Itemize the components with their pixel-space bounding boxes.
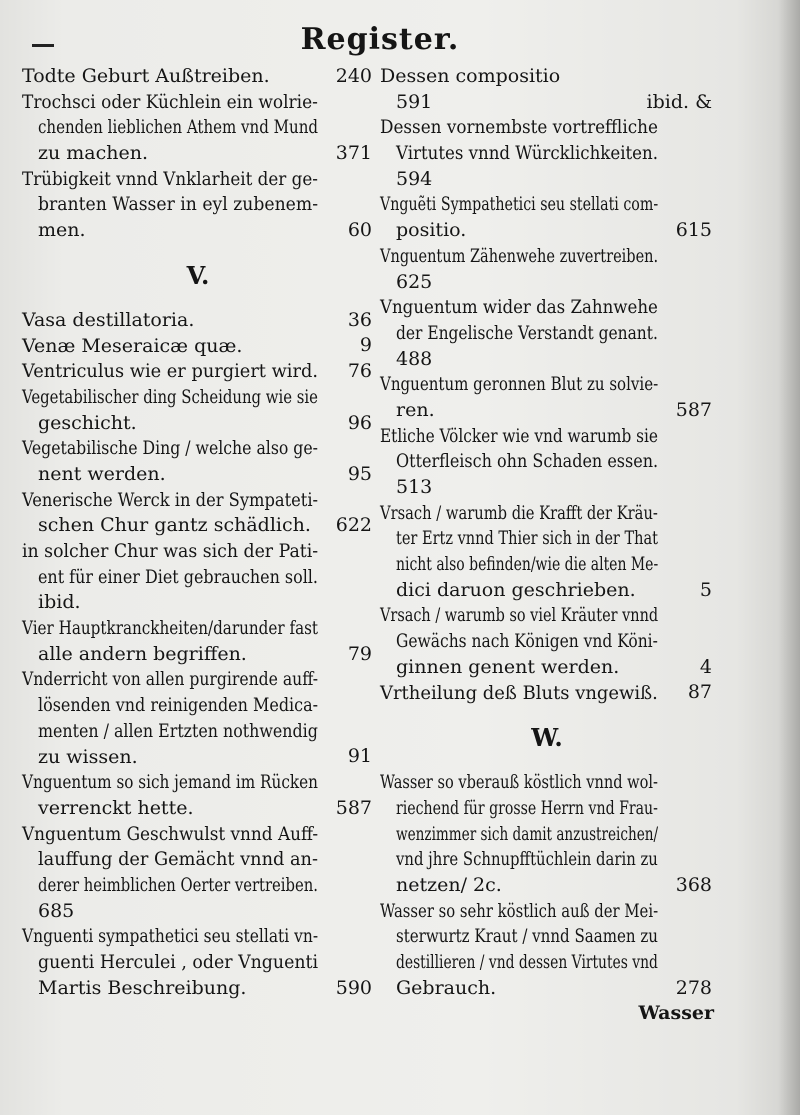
- index-entry-line: [22, 565, 374, 591]
- index-entry-text: Vnguentum wider das Zahnwehe: [380, 296, 658, 319]
- index-entry-text: branten Wasser in eyl zubenem-: [38, 193, 319, 216]
- index-entry-line: [380, 681, 714, 707]
- index-entry-text: wenzimmer sich damit anzustreichen/: [396, 822, 659, 845]
- index-entry-text: schen Chur gantz schädlich.: [38, 514, 311, 537]
- index-entry-line: [380, 295, 714, 321]
- index-entry-line: [380, 192, 714, 218]
- index-entry-line: [380, 372, 714, 398]
- index-entry: [22, 64, 374, 90]
- index-entry: [22, 616, 374, 667]
- index-entry-line: [22, 642, 374, 668]
- index-entry-text: lauffung der Gemächt vnnd an-: [38, 848, 318, 871]
- index-entry-line: [22, 693, 374, 719]
- index-entry-line: [380, 578, 714, 604]
- page-reference: 96: [347, 411, 372, 434]
- page-reference: 91: [347, 745, 372, 768]
- index-entry-text: dici daruon geschrieben.: [396, 578, 636, 601]
- index-entry-text: ginnen genent werden.: [396, 655, 620, 678]
- index-entry-text: ibid.: [38, 591, 81, 614]
- index-entry-line: [22, 745, 374, 771]
- index-entry-line: [380, 950, 714, 976]
- index-entry-line: [380, 603, 714, 629]
- index-entry-line: [22, 976, 374, 1002]
- page-title: Register.: [300, 22, 460, 57]
- page-reference: 615: [675, 219, 712, 242]
- index-entry-text: Vnguẽti Sympathetici seu stellati com-: [380, 193, 659, 216]
- index-entry-line: [380, 398, 714, 424]
- index-entry-line: [380, 822, 714, 848]
- index-entry-line: [380, 847, 714, 873]
- index-entry-text: Vnguentum so sich jemand im Rücken: [22, 771, 318, 794]
- index-entry-text: 685: [38, 899, 75, 922]
- index-entry-line: [22, 924, 374, 950]
- index-entry-line: [22, 218, 374, 244]
- index-entry-line: [380, 321, 714, 347]
- index-entry-line: [22, 770, 374, 796]
- index-entry-text: Vrsach / warumb so viel Kräuter vnnd: [380, 604, 659, 627]
- index-entry-text: 594: [396, 167, 433, 190]
- index-entry-line: [22, 488, 374, 514]
- index-entry-text: Venæ Meseraicæ quæ.: [22, 334, 243, 357]
- index-entry-text: nicht also befinden/wie die alten Me-: [396, 553, 659, 576]
- index-entry-text: vnd jhre Schnupfftüchlein darin zu: [396, 848, 658, 871]
- index-entry-text: Etliche Völcker wie vnd warumb sie: [380, 424, 658, 447]
- page-reference: 4: [699, 655, 712, 678]
- index-entry-line: [380, 924, 714, 950]
- index-entry-line: [22, 590, 374, 616]
- page-reference: 87: [687, 681, 712, 704]
- index-entry-line: [22, 115, 374, 141]
- index-entry-text: Trübigkeit vnnd Vnklarheit der ge-: [22, 167, 318, 190]
- index-entry-text: verrenckt hette.: [38, 796, 194, 819]
- index-entry-text: Wasser so sehr köstlich auß der Mei-: [380, 899, 659, 922]
- index-entry-text: Otterfleisch ohn Schaden essen.: [396, 450, 659, 473]
- index-entry-text: ren.: [396, 398, 435, 421]
- index-entry-line: [22, 359, 374, 385]
- index-entry-text: nent werden.: [38, 462, 166, 485]
- index-entry-text: geschicht.: [38, 411, 137, 434]
- index-entry: [22, 770, 374, 821]
- index-entry-text: Vnguentum Geschwulst vnnd Auff-: [22, 822, 319, 845]
- index-entry: [380, 681, 714, 707]
- index-entry-text: Vrtheilung deß Bluts vngewiß.: [380, 681, 658, 704]
- index-entry: [380, 424, 714, 501]
- index-entry-text: Dessen compositio: [380, 65, 561, 87]
- index-entry: [22, 822, 374, 925]
- index-entry-text: Wasser so vberauß köstlich vnnd wol-: [380, 771, 658, 794]
- index-entry-line: [22, 539, 374, 565]
- page-reference: 590: [335, 976, 372, 999]
- index-entry-line: [380, 873, 714, 899]
- index-entry: [22, 90, 374, 167]
- index-entry-line: [380, 64, 714, 90]
- index-entry-line: [22, 822, 374, 848]
- index-entry-text: 513: [396, 476, 433, 498]
- index-entry-text: derer heimblichen Oerter vertreiben.: [38, 873, 318, 896]
- index-entry-text: men.: [38, 219, 86, 242]
- index-entry-line: [22, 385, 374, 411]
- index-entry-line: [380, 655, 714, 681]
- page-header: [0, 20, 800, 64]
- index-entry-line: [380, 770, 714, 796]
- index-entry-line: [380, 167, 714, 193]
- index-entry: [22, 667, 374, 770]
- index-entry-line: [380, 501, 714, 527]
- page-reference: 76: [347, 360, 372, 383]
- index-entry: [380, 603, 714, 680]
- index-entry: [380, 372, 714, 423]
- page-reference: 622: [335, 514, 372, 537]
- index-entry-text: Virtutes vnnd Würcklichkeiten.: [396, 142, 658, 165]
- index-entry-text: Vnguenti sympathetici seu stellati vn-: [22, 925, 319, 948]
- index-entry-text: Vrsach / warumb die Krafft der Kräu-: [380, 501, 658, 524]
- index-entry-text: Ventriculus wie er purgiert wird.: [22, 360, 319, 383]
- index-entry-text: Venerische Werck in der Sympateti-: [22, 488, 319, 511]
- index-entry: [22, 167, 374, 244]
- index-entry-line: [22, 192, 374, 218]
- index-entry-line: [380, 449, 714, 475]
- index-entry-text: Vnguentum Zähenwehe zuvertreiben.: [380, 244, 659, 267]
- page-reference: 9: [359, 334, 372, 357]
- page-reference: 36: [347, 308, 372, 331]
- index-entry-text: Gebrauch.: [396, 976, 497, 999]
- index-entry-text: menten / allen Ertzten nothwendig: [38, 719, 318, 742]
- index-entry-line: [22, 667, 374, 693]
- index-entry-line: [22, 873, 374, 899]
- index-entry-line: [380, 629, 714, 655]
- index-entry: [22, 539, 374, 616]
- section-letter: W.: [531, 723, 563, 753]
- index-entry-text: zu wissen.: [38, 745, 138, 768]
- page-reference: 240: [335, 64, 372, 87]
- left-column: [22, 64, 374, 1001]
- index-entry-line: [380, 141, 714, 167]
- index-entry-line: [22, 847, 374, 873]
- index-entry-line: [380, 552, 714, 578]
- index-entry: [380, 64, 714, 115]
- index-entry-text: 591: [396, 90, 433, 113]
- index-entry-line: [380, 347, 714, 373]
- index-entry-line: [22, 513, 374, 539]
- index-entry-text: ter Ertz vnnd Thier sich in der That: [396, 527, 658, 550]
- index-entry-line: [380, 976, 714, 1002]
- index-entry-text: Dessen vornembste vortreffliche: [380, 116, 658, 139]
- page-reference: 5: [699, 578, 712, 601]
- index-entry: [22, 334, 374, 360]
- index-entry-line: [380, 475, 714, 501]
- index-entry-line: [380, 526, 714, 552]
- index-entry: [22, 308, 374, 334]
- index-entry: [380, 770, 714, 898]
- index-entry-line: [380, 270, 714, 296]
- page-reference: 587: [675, 398, 712, 421]
- page-reference: 95: [347, 462, 372, 485]
- index-entry-text: in solcher Chur was sich der Pati-: [22, 540, 319, 562]
- index-entry-text: Gewächs nach Königen vnd Köni-: [396, 630, 658, 653]
- page-reference: 371: [335, 142, 372, 165]
- page-reference: 60: [347, 219, 372, 242]
- index-entry-text: destillieren / vnd dessen Virtutes vnd: [396, 951, 658, 973]
- index-entry: [22, 924, 374, 1001]
- index-entry-text: chenden lieblichen Athem vnd Mund: [38, 116, 319, 139]
- index-entry-line: [22, 90, 374, 116]
- index-entry-text: Vier Hauptkranckheiten/darunder fast: [22, 617, 319, 640]
- index-entry-text: netzen/ 2c.: [396, 873, 502, 896]
- index-entry-line: [22, 719, 374, 745]
- index-entry-text: positio.: [396, 219, 467, 242]
- index-entry-text: 625: [396, 270, 433, 293]
- index-entry: [380, 115, 714, 192]
- page-reference: 368: [675, 873, 712, 896]
- index-entry-text: riechend für grosse Herrn vnd Frau-: [396, 796, 658, 819]
- index-entry-line: [22, 796, 374, 822]
- index-entry: [22, 488, 374, 539]
- index-entry-text: Vasa destillatoria.: [22, 308, 195, 331]
- index-entry-line: [22, 141, 374, 167]
- section-letter: V.: [186, 260, 210, 290]
- index-entry-text: Martis Beschreibung.: [38, 976, 247, 999]
- index-entry-line: [22, 950, 374, 976]
- index-entry: [380, 295, 714, 372]
- index-entry-text: Vnderricht von allen purgirende auff-: [22, 668, 319, 691]
- index-entry-text: Vnguentum geronnen Blut zu solvie-: [380, 373, 659, 396]
- index-entry-line: [22, 167, 374, 193]
- index-entry-line: [380, 796, 714, 822]
- index-entry: [22, 359, 374, 385]
- index-entry-text: alle andern begriffen.: [38, 642, 247, 665]
- index-entry-line: [22, 411, 374, 437]
- index-entry-line: [22, 308, 374, 334]
- index-entry: [380, 899, 714, 1002]
- index-entry-line: [22, 616, 374, 642]
- index-entry-line: [22, 899, 374, 925]
- index-entry-line: [380, 115, 714, 141]
- index-entry-line: [22, 436, 374, 462]
- index-entry-text: lösenden vnd reinigenden Medica-: [38, 694, 319, 717]
- index-entry-line: [380, 899, 714, 925]
- index-entry-text: Vegetabilischer ding Scheidung wie sie: [22, 385, 318, 408]
- index-entry-text: Vegetabilische Ding / welche also ge-: [22, 437, 318, 460]
- catchword: Wasser: [638, 1002, 714, 1025]
- index-entry-text: guenti Herculei , oder Vnguenti: [38, 951, 319, 973]
- index-entry-line: [22, 334, 374, 360]
- index-entry-line: [380, 424, 714, 450]
- page-edge-shadow: [778, 0, 800, 1115]
- index-entry-text: Trochsci oder Küchlein ein wolrie-: [22, 90, 318, 113]
- index-entry-text: 488: [396, 347, 433, 370]
- index-entry: [380, 244, 714, 295]
- index-entry: [380, 501, 714, 604]
- page-reference: 79: [347, 642, 372, 665]
- index-entry-text: der Engelische Verstandt genant.: [396, 321, 658, 344]
- index-entry-line: [380, 244, 714, 270]
- index-entry-line: [22, 462, 374, 488]
- index-entry-text: Todte Geburt Außtreiben.: [22, 65, 270, 87]
- page-reference: 278: [675, 976, 712, 999]
- index-entry-line: [22, 64, 374, 90]
- index-entry-text: ent für einer Diet gebrauchen soll.: [38, 565, 318, 588]
- index-entry-text: zu machen.: [38, 142, 149, 165]
- index-entry: [380, 192, 714, 243]
- right-column: [380, 64, 714, 1027]
- index-entry: [22, 436, 374, 487]
- page-reference: 587: [335, 796, 372, 819]
- index-entry-text: sterwurtz Kraut / vnnd Saamen zu: [396, 925, 659, 948]
- index-entry: [22, 385, 374, 436]
- page-reference: ibid. &: [646, 90, 712, 113]
- index-entry-line: [380, 218, 714, 244]
